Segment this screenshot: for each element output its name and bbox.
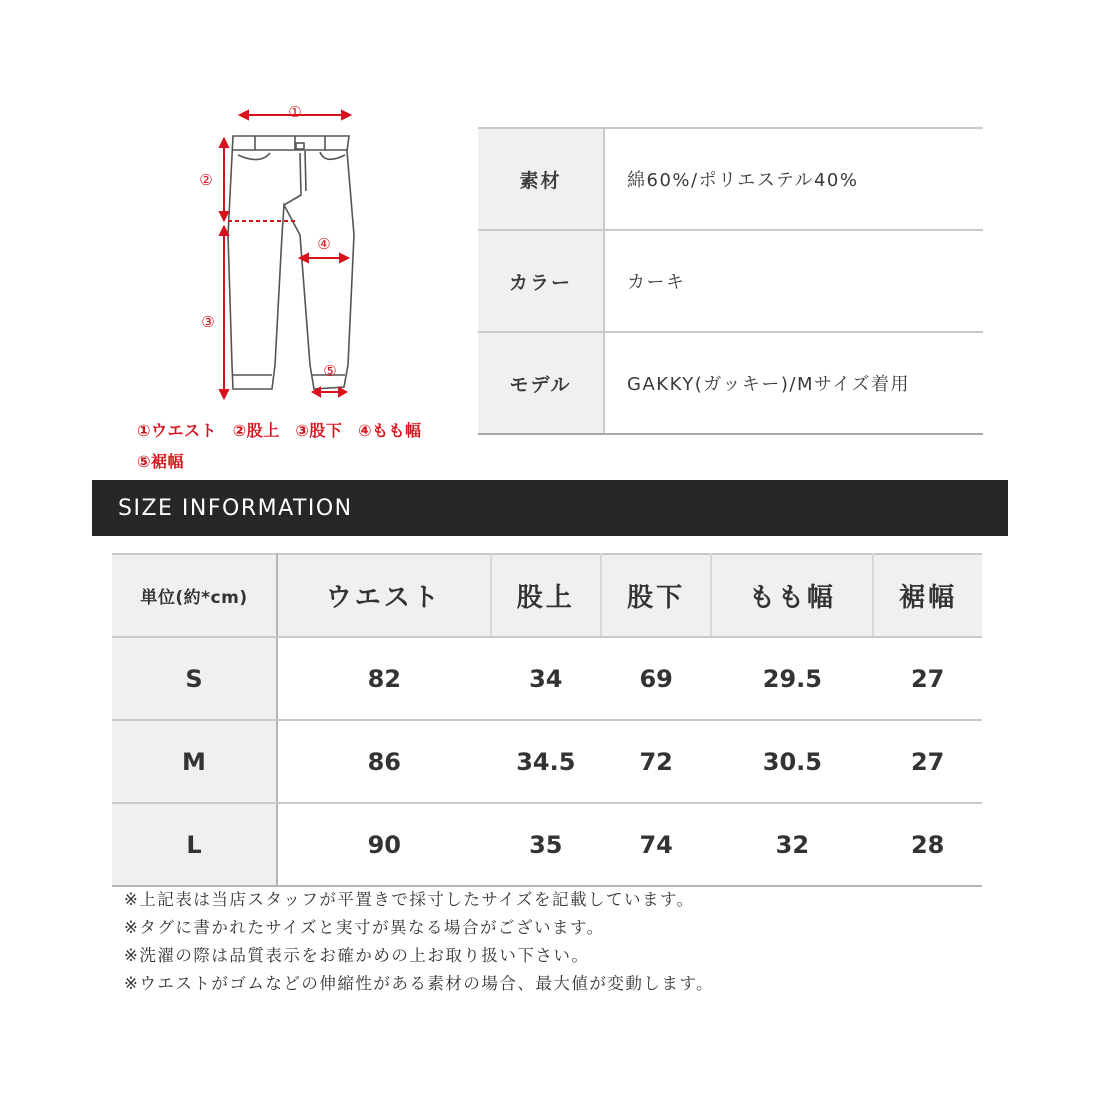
size-label: M — [112, 720, 277, 803]
table-row — [112, 637, 982, 720]
size-information-banner: SIZE INFORMATION — [92, 480, 1008, 536]
cell-hem: 27 — [873, 637, 982, 720]
cell-rise: 34 — [491, 637, 601, 720]
pants-outline — [228, 136, 354, 389]
marker-1: ① — [288, 103, 302, 121]
cell-waist: 82 — [277, 637, 491, 720]
cell-rise: 35 — [491, 803, 601, 886]
size-table — [112, 553, 982, 887]
spec-label: カラー — [478, 231, 605, 331]
measure-arrows — [220, 111, 350, 398]
spec-row-material — [478, 129, 983, 231]
spec-value: 綿60%/ポリエステル40% — [627, 170, 859, 191]
legend-item-hem: ⑤裾幅 — [137, 452, 185, 471]
spec-label: 素材 — [478, 129, 605, 229]
table-row — [112, 803, 982, 886]
measure-markers — [199, 103, 336, 380]
cell-hem: 27 — [873, 720, 982, 803]
header-waist: ウエスト — [277, 554, 491, 637]
note-line: ※タグに書かれたサイズと実寸が異なる場合がございます。 — [124, 918, 605, 937]
spec-row-model — [478, 333, 983, 435]
header-hem: 裾幅 — [873, 554, 982, 637]
cell-waist: 86 — [277, 720, 491, 803]
marker-3: ③ — [201, 313, 215, 331]
legend-item-rise: ②股上 — [232, 421, 280, 440]
cell-thigh: 29.5 — [711, 637, 873, 720]
cell-hem: 28 — [873, 803, 982, 886]
cell-thigh: 30.5 — [711, 720, 873, 803]
cell-thigh: 32 — [711, 803, 873, 886]
marker-5: ⑤ — [323, 362, 337, 380]
size-label: S — [112, 637, 277, 720]
table-row — [112, 720, 982, 803]
spec-label: モデル — [478, 333, 605, 433]
diagram-legend — [137, 415, 432, 477]
cell-inseam: 74 — [601, 803, 711, 886]
legend-item-waist: ①ウエスト — [137, 421, 218, 440]
header-unit: 単位(約*cm) — [112, 554, 277, 637]
note-line: ※ウエストがゴムなどの伸縮性がある素材の場合、最大値が変動します。 — [124, 974, 715, 993]
cell-rise: 34.5 — [491, 720, 601, 803]
spec-value: GAKKY(ガッキー)/Mサイズ着用 — [627, 374, 911, 395]
cell-inseam: 72 — [601, 720, 711, 803]
cell-waist: 90 — [277, 803, 491, 886]
note-line: ※上記表は当店スタッフが平置きで採寸したサイズを記載しています。 — [124, 890, 695, 909]
header-thigh: もも幅 — [711, 554, 873, 637]
cell-inseam: 69 — [601, 637, 711, 720]
spec-row-color — [478, 231, 983, 333]
marker-4: ④ — [317, 235, 331, 253]
spec-value: カーキ — [627, 272, 686, 293]
note-line: ※洗濯の際は品質表示をお確かめの上お取り扱い下さい。 — [124, 946, 590, 965]
header-inseam: 股下 — [601, 554, 711, 637]
legend-item-thigh: ④もも幅 — [357, 421, 422, 440]
marker-2: ② — [199, 171, 213, 189]
size-label: L — [112, 803, 277, 886]
header-rise: 股上 — [491, 554, 601, 637]
size-table-header — [112, 554, 982, 637]
spec-table — [478, 127, 983, 435]
notes — [124, 886, 714, 998]
legend-item-inseam: ③股下 — [295, 421, 343, 440]
